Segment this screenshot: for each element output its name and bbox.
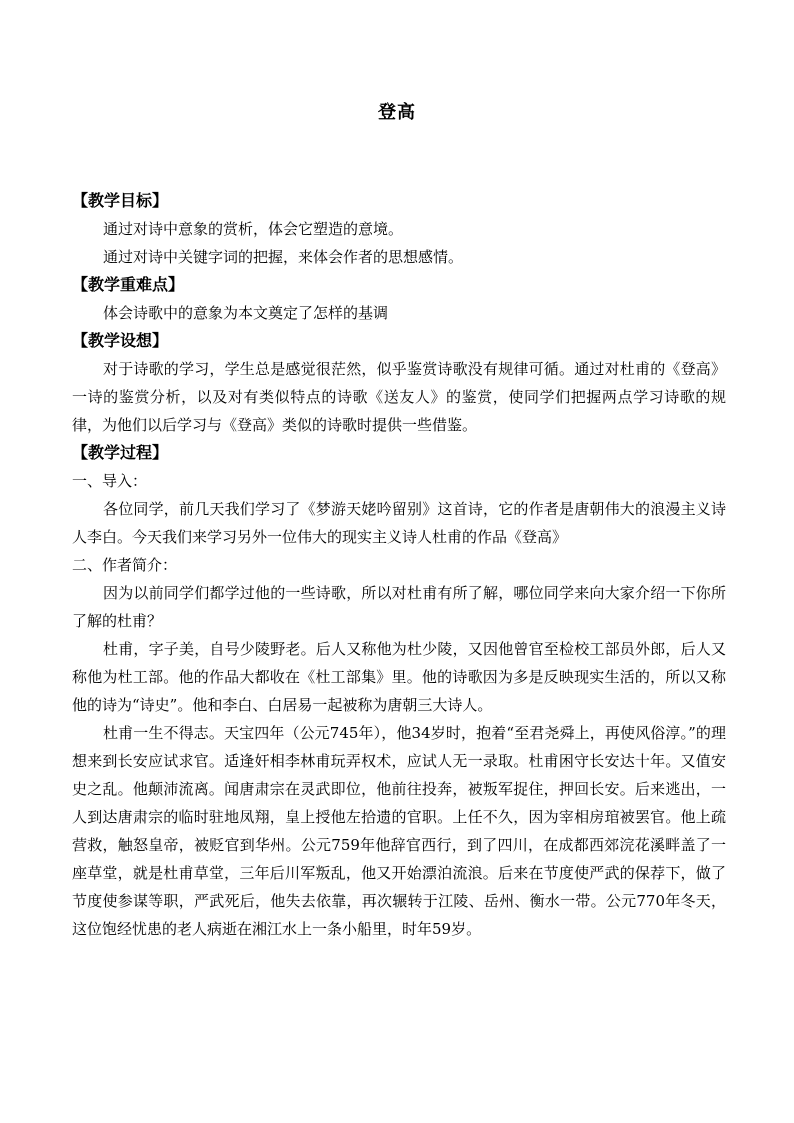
intro-paragraph: 各位同学，前几天我们学习了《梦游天姥吟留别》这首诗，它的作者是唐朝伟大的浪漫主义诗人李白。今天我们来学习另外一位伟大的现实主义诗人杜甫的作品《登高》: [72, 500, 726, 546]
intro-label: 一、导入：: [72, 472, 148, 490]
section-heading-key-points: 【教学重难点】: [72, 275, 185, 294]
document-title: 登高: [378, 102, 416, 123]
author-paragraph: 因为以前同学们都学过他的一些诗歌，所以对杜甫有所了解，哪位同学来向大家介绍一下你所了解的杜甫？: [72, 584, 726, 630]
design-paragraph: 对于诗歌的学习，学生总是感觉很茫然，似乎鉴赏诗歌没有规律可循。通过对杜甫的《登高》一诗的鉴赏分析，以及对有类似特点的诗歌《送友人》的鉴赏，使同学们把握两点学习诗歌的规律，为他们以后学习与《登高》类似的诗歌时提供一些借鉴。: [72, 360, 726, 434]
key-point-item: 体会诗歌中的意象为本文奠定了怎样的基调: [103, 304, 389, 322]
section-heading-process: 【教学过程】: [72, 443, 169, 462]
author-label: 二、作者简介：: [72, 556, 178, 574]
section-heading-design: 【教学设想】: [72, 331, 169, 350]
goal-item: 通过对诗中意象的赏析，体会它塑造的意境。: [103, 220, 404, 238]
document-body: [72, 187, 726, 943]
author-paragraph: 杜甫，字子美，自号少陵野老。后人又称他为杜少陵，又因他曾官至检校工部员外郎，后人又称他为杜工部。他的作品大都收在《杜工部集》里。他的诗歌因为多是反映现实生活的，所以又称他的诗为“诗史”。他和李白、白居易一起被称为唐朝三大诗人。: [72, 640, 726, 714]
section-heading-goals: 【教学目标】: [72, 191, 169, 210]
author-paragraph: 杜甫一生不得志。天宝四年（公元745年），他34岁时，抱着“至君尧舜上，再使风俗淳。”的理想来到长安应试求官。适逢奸相李林甫玩弄权术，应试人无一录取。杜甫困守长安达十年。又值安史之乱。他颠沛流离。闻唐肃宗在灵武即位，他前往投奔，被叛军捉住，押回长安。后来逃出，一人到达唐肃宗的临时驻地凤翔，皇上授他左拾遗的官职。上任不久，因为宰相房琯被罢官。他上疏营救，触怒皇帝，被贬官到华州。公元759年他辞官西行，到了四川，在成都西郊浣花溪畔盖了一座草堂，就是杜甫草堂，三年后川军叛乱，他又开始漂泊流浪。后来在节度使严武的保荐下，做了节度使参谋等职，严武死后，他失去依靠，再次辗转于江陵、岳州、衡水一带。公元770年冬天，这位饱经忧患的老人病逝在湘江水上一条小船里，时年59岁。: [72, 724, 726, 938]
goal-item: 通过对诗中关键字词的把握，来体会作者的思想感情。: [103, 248, 464, 266]
